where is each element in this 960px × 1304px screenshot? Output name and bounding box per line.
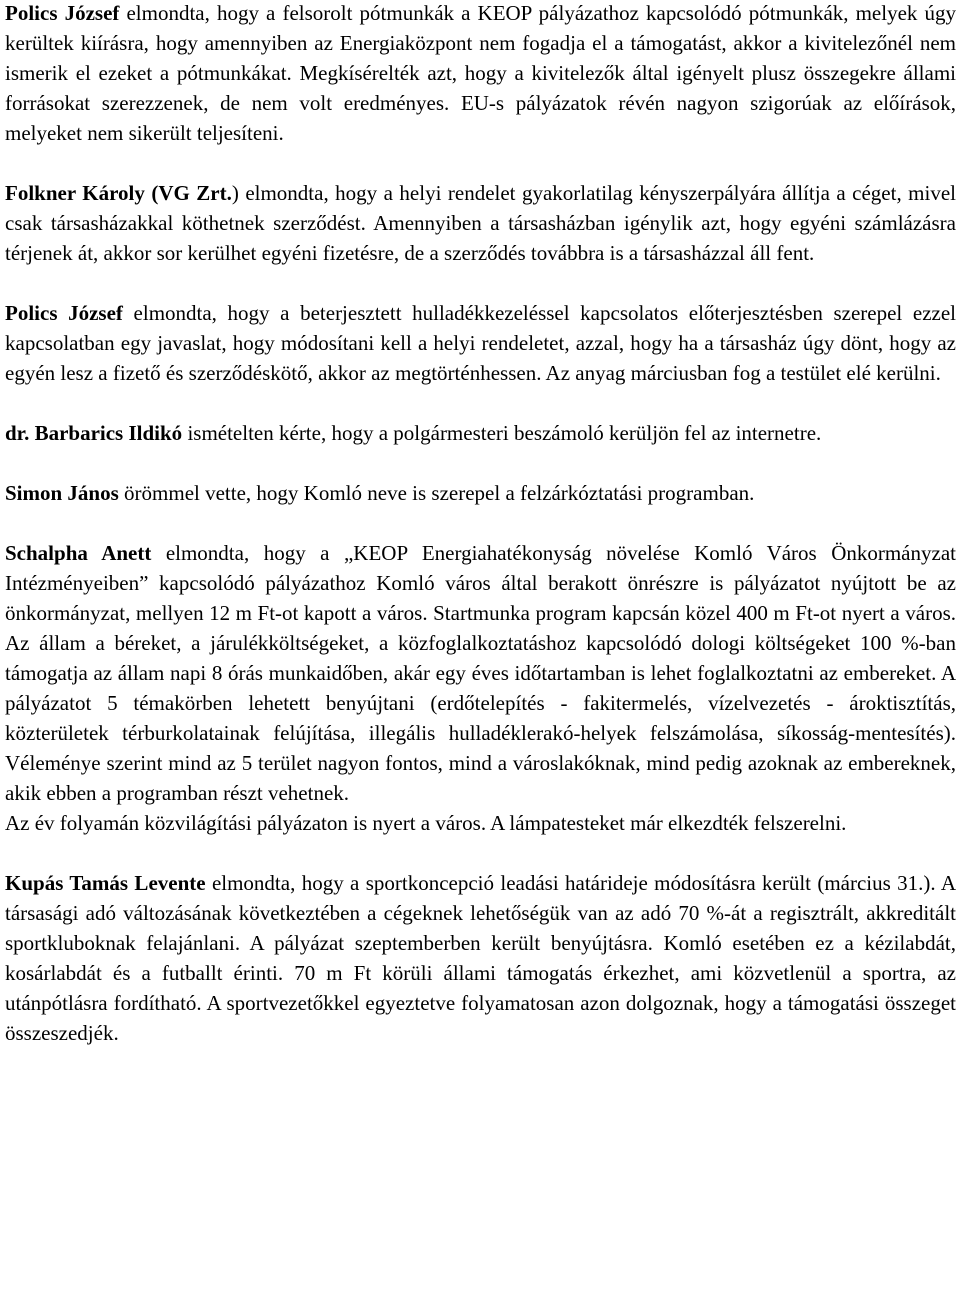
- paragraph-text: elmondta, hogy a „KEOP Energiahatékonyság növelése Komló Város Önkormányzat Intézményeiben” kapcsolódó pályázathoz Komló város által berakott önrészre is pályázatot nyújtott be az önkormányzat, mellyen 12 m Ft-ot kapott a város. Startmunka program kapcsán közel 400 m Ft-ot nyert a város. Az állam a béreket, a járulékköltségeket, a közfoglalkoztatáshoz kapcsolódó dologi költségeket 100 %-ban támogatja az állam napi 8 órás munkaidőben, akár egy éves időtartamban is lehet foglalkoztatni az embereket. A pályázatot 5 témakörben lehetett benyújtani (erdőtelepítés - fakitermelés, vízelvezetés - ároktisztítás, közterületek térburkolatainak felújítása, illegális hulladéklerakó-helyek felszámolása, síkosság-mentesítés). Véleménye szerint mind az 5 terület nagyon fontos, mind a városlakóknak, mind pedig azoknak az embereknek, akik ebben a programban részt vehetnek.: [5, 541, 956, 805]
- paragraph-text: elmondta, hogy a beterjesztett hulladékkezeléssel kapcsolatos előterjesztésben szerepel ezzel kapcsolatban egy javaslat, hogy módosítani kell a helyi rendeletet, azzal, hogy ha a társasház úgy dönt, hogy az egyén lesz a fizető és szerződéskötő, akkor az megtörténhessen. Az anyag márciusban fog a testület elé kerülni.: [5, 301, 956, 385]
- speaker-name: Kupás Tamás Levente: [5, 871, 206, 895]
- speaker-name: Polics József: [5, 1, 120, 25]
- paragraph-folkner: [5, 178, 956, 268]
- paragraph-schalpha-continued: [5, 808, 956, 838]
- paragraph-polics-2: [5, 298, 956, 388]
- speaker-name: Polics József: [5, 301, 123, 325]
- speaker-name: Schalpha Anett: [5, 541, 152, 565]
- speaker-name: dr. Barbarics Ildikó: [5, 421, 183, 445]
- paragraph-text: ) elmondta, hogy a helyi rendelet gyakorlatilag kényszerpályára állítja a céget, mivel csak társasházakkal köthetnek szerződést. Amennyiben a társasházban igénylik azt, hogy egyéni számlázásra térjenek át, akkor sor kerülhet egyéni fizetésre, de a szerződés továbbra is a társasházzal áll fent.: [5, 181, 956, 265]
- paragraph-text: elmondta, hogy a felsorolt pótmunkák a KEOP pályázathoz kapcsolódó pótmunkák, melyek úgy kerültek kiírásra, hogy amennyiben az Energiaközpont nem fogadja el a támogatást, akkor a kivitelezőnél nem ismerik el ezeket a pótmunkákat. Megkísérelték azt, hogy a kivitelezők által igényelt plusz összegekre állami forrásokat szerezzenek, de nem volt eredményes. EU-s pályázatok révén nagyon szigorúak az előírások, melyeket nem sikerült teljesíteni.: [5, 1, 956, 145]
- paragraph-simon: [5, 478, 956, 508]
- paragraph-schalpha: [5, 538, 956, 808]
- paragraph-text: ismételten kérte, hogy a polgármesteri beszámoló kerüljön fel az internetre.: [182, 421, 822, 445]
- paragraph-kupas: [5, 868, 956, 1048]
- paragraph-polics-1: [5, 0, 956, 148]
- speaker-name: Simon János: [5, 481, 119, 505]
- paragraph-text: elmondta, hogy a sportkoncepció leadási határideje módosításra került (március 31.). A társasági adó változásának következtében a cégeknek lehetőségük van az adó 70 %-át a regisztrált, akkreditált sportkluboknak felajánlani. A pályázat szeptemberben került benyújtásra. Komló esetében ez a kézilabdát, kosárlabdát és a futballt érinti. 70 m Ft körüli állami támogatás érkezhet, ami közvetlenül a sportra, az utánpótlásra fordítható. A sportvezetőkkel egyeztetve folyamatosan azon dolgoznak, hogy a támogatási összeget összeszedjék.: [5, 871, 957, 1045]
- paragraph-text: örömmel vette, hogy Komló neve is szerepel a felzárkóztatási programban.: [118, 481, 755, 505]
- paragraph-text: Az év folyamán közvilágítási pályázaton is nyert a város. A lámpatesteket már elkezdték felszerelni.: [5, 811, 847, 835]
- paragraph-barbarics: [5, 418, 956, 448]
- speaker-name: Folkner Károly (VG Zrt.: [5, 181, 232, 205]
